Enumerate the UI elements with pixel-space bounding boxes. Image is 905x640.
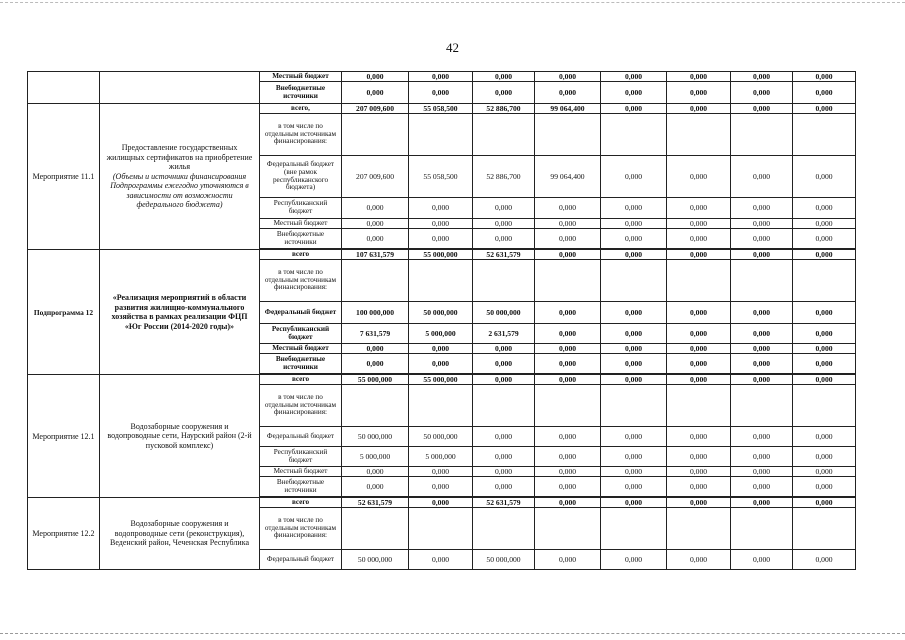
table-row [28, 498, 856, 508]
source-label: Местный бюджет [260, 344, 342, 354]
item-name-note: (Объемы и источники финансирования Подпрограммы ежегодно уточняются в зависимости от возможности федерального бюджета) [110, 171, 249, 210]
value-cell: 99 064,400 [535, 104, 601, 114]
value-cell: 0,000 [793, 447, 856, 467]
value-cell: 0,000 [793, 229, 856, 249]
value-cell: 55 000,000 [409, 250, 473, 260]
value-cell: 0,000 [731, 324, 793, 344]
value-cell: 0,000 [793, 375, 856, 385]
table-row [28, 104, 856, 114]
item-name-cell: Водозаборные сооружения и водопроводные сети (реконструкция), Веденский район, Чеченская Республика [100, 498, 260, 570]
value-cell: 0,000 [601, 198, 667, 219]
value-cell: 0,000 [409, 467, 473, 477]
source-label: в том числе по отдельным источникам финансирования: [260, 114, 342, 156]
value-cell: 0,000 [793, 344, 856, 354]
table-row [28, 375, 856, 385]
value-cell: 0,000 [601, 344, 667, 354]
value-cell: 0,000 [473, 477, 535, 497]
value-cell: 0,000 [535, 354, 601, 374]
value-cell: 5 000,000 [409, 324, 473, 344]
source-label: Федеральный бюджет [260, 550, 342, 570]
value-cell: 2 631,579 [473, 324, 535, 344]
item-type-cell: Мероприятие 12.2 [28, 498, 100, 570]
value-cell: 0,000 [667, 427, 731, 447]
value-cell: 0,000 [473, 229, 535, 249]
value-cell: 0,000 [667, 447, 731, 467]
value-cell: 52 886,700 [473, 156, 535, 198]
value-cell: 0,000 [535, 477, 601, 497]
value-cell: 0,000 [409, 82, 473, 104]
subprogram-type-cell: Подпрограмма 12 [28, 250, 100, 375]
value-cell: 0,000 [409, 219, 473, 229]
value-cell: 50 000,000 [473, 302, 535, 324]
value-cell: 0,000 [793, 250, 856, 260]
value-cell: 0,000 [535, 550, 601, 570]
value-cell: 0,000 [731, 550, 793, 570]
value-cell: 0,000 [601, 447, 667, 467]
value-cell: 52 631,579 [473, 250, 535, 260]
value-cell: 52 631,579 [342, 498, 409, 508]
value-cell: 0,000 [793, 302, 856, 324]
value-cell: 0,000 [731, 250, 793, 260]
value-cell: 0,000 [793, 72, 856, 82]
value-cell: 0,000 [601, 250, 667, 260]
value-cell: 0,000 [731, 498, 793, 508]
subprogram-name-cell: «Реализация мероприятий в области развития жилищно-коммунального хозяйства в рамках реализации ФЦП «Юг России (2014-2020 годы)» [100, 250, 260, 375]
value-cell: 0,000 [342, 198, 409, 219]
value-cell: 0,000 [731, 447, 793, 467]
value-cell: 0,000 [731, 82, 793, 104]
value-cell: 50 000,000 [409, 302, 473, 324]
value-cell: 0,000 [667, 344, 731, 354]
value-cell: 0,000 [601, 550, 667, 570]
budget-table-container [27, 71, 855, 570]
value-cell: 0,000 [667, 302, 731, 324]
value-cell: 0,000 [667, 72, 731, 82]
value-cell: 0,000 [731, 427, 793, 447]
value-cell: 0,000 [793, 467, 856, 477]
value-cell: 0,000 [793, 498, 856, 508]
item-type-cell: Мероприятие 12.1 [28, 375, 100, 498]
value-cell: 0,000 [601, 156, 667, 198]
value-cell: 0,000 [731, 229, 793, 249]
value-cell: 0,000 [601, 104, 667, 114]
value-cell: 0,000 [731, 467, 793, 477]
value-cell: 100 000,000 [342, 302, 409, 324]
value-cell: 0,000 [473, 467, 535, 477]
value-cell: 0,000 [667, 324, 731, 344]
value-cell: 0,000 [667, 156, 731, 198]
value-cell: 107 631,579 [342, 250, 409, 260]
value-cell: 0,000 [731, 104, 793, 114]
value-cell: 0,000 [793, 477, 856, 497]
value-cell: 0,000 [535, 467, 601, 477]
source-label: Республиканский бюджет [260, 324, 342, 344]
table-row [28, 72, 856, 82]
value-cell: 0,000 [473, 219, 535, 229]
value-cell: 52 886,700 [473, 104, 535, 114]
value-cell: 0,000 [731, 219, 793, 229]
value-cell: 50 000,000 [342, 427, 409, 447]
value-cell: 0,000 [731, 375, 793, 385]
value-cell: 0,000 [793, 82, 856, 104]
value-cell: 0,000 [601, 375, 667, 385]
source-label: всего, [260, 104, 342, 114]
value-cell: 207 009,600 [342, 104, 409, 114]
source-label: в том числе по отдельным источникам финансирования: [260, 260, 342, 302]
source-label: Республиканский бюджет [260, 198, 342, 219]
value-cell: 0,000 [535, 375, 601, 385]
source-label: Внебюджетные источники [260, 82, 342, 104]
value-cell: 0,000 [535, 82, 601, 104]
value-cell: 0,000 [535, 250, 601, 260]
value-cell: 52 631,579 [473, 498, 535, 508]
source-label: Внебюджетные источники [260, 477, 342, 497]
value-cell: 0,000 [731, 477, 793, 497]
value-cell: 0,000 [473, 354, 535, 374]
value-cell: 0,000 [601, 427, 667, 447]
value-cell: 0,000 [409, 498, 473, 508]
source-label: Местный бюджет [260, 72, 342, 82]
source-label: Республиканский бюджет [260, 447, 342, 467]
value-cell: 99 064,400 [535, 156, 601, 198]
item-type-cell: Мероприятие 11.1 [28, 104, 100, 250]
value-cell: 0,000 [473, 72, 535, 82]
value-cell: 0,000 [535, 219, 601, 229]
value-cell: 0,000 [601, 229, 667, 249]
value-cell: 50 000,000 [342, 550, 409, 570]
value-cell: 0,000 [667, 354, 731, 374]
value-cell: 0,000 [731, 354, 793, 374]
value-cell: 5 000,000 [342, 447, 409, 467]
value-cell: 0,000 [793, 104, 856, 114]
value-cell: 0,000 [667, 498, 731, 508]
source-label: Федеральный бюджет (вне рамок республиканского бюджета) [260, 156, 342, 198]
source-label: Федеральный бюджет [260, 302, 342, 324]
scan-bottom-edge [0, 633, 905, 634]
item-name-cell [100, 104, 260, 250]
value-cell: 0,000 [535, 198, 601, 219]
value-cell: 0,000 [535, 498, 601, 508]
table-row [28, 250, 856, 260]
value-cell: 0,000 [731, 72, 793, 82]
value-cell: 55 000,000 [409, 375, 473, 385]
value-cell: 0,000 [601, 477, 667, 497]
value-cell: 55 058,500 [409, 104, 473, 114]
value-cell: 0,000 [409, 72, 473, 82]
value-cell: 0,000 [667, 198, 731, 219]
source-label: всего [260, 375, 342, 385]
value-cell: 0,000 [535, 427, 601, 447]
value-cell: 0,000 [667, 550, 731, 570]
value-cell: 0,000 [793, 550, 856, 570]
name-cell-empty [100, 72, 260, 104]
value-cell: 0,000 [342, 477, 409, 497]
source-label: Внебюджетные источники [260, 354, 342, 374]
value-cell: 0,000 [731, 344, 793, 354]
value-cell: 0,000 [731, 198, 793, 219]
value-cell: 0,000 [342, 82, 409, 104]
source-label: Внебюджетные источники [260, 229, 342, 249]
source-label: в том числе по отдельным источникам финансирования: [260, 508, 342, 550]
source-label: всего [260, 250, 342, 260]
value-cell: 0,000 [535, 72, 601, 82]
value-cell: 55 058,500 [409, 156, 473, 198]
value-cell: 0,000 [473, 427, 535, 447]
value-cell: 0,000 [667, 229, 731, 249]
value-cell: 0,000 [793, 354, 856, 374]
value-cell: 0,000 [667, 467, 731, 477]
value-cell: 0,000 [601, 302, 667, 324]
value-cell: 5 000,000 [409, 447, 473, 467]
value-cell: 0,000 [342, 219, 409, 229]
value-cell: 0,000 [667, 82, 731, 104]
value-cell: 50 000,000 [473, 550, 535, 570]
value-cell: 0,000 [535, 229, 601, 249]
value-cell: 0,000 [793, 198, 856, 219]
value-cell: 0,000 [473, 375, 535, 385]
value-cell: 55 000,000 [342, 375, 409, 385]
budget-table [27, 71, 856, 570]
value-cell: 0,000 [342, 467, 409, 477]
value-cell: 0,000 [667, 250, 731, 260]
value-cell: 0,000 [601, 324, 667, 344]
value-cell: 0,000 [473, 344, 535, 354]
value-cell: 0,000 [409, 198, 473, 219]
value-cell: 0,000 [601, 219, 667, 229]
value-cell: 0,000 [535, 344, 601, 354]
scan-top-edge [0, 2, 905, 3]
source-label: в том числе по отдельным источникам финансирования: [260, 385, 342, 427]
value-cell: 0,000 [667, 477, 731, 497]
value-cell: 0,000 [601, 467, 667, 477]
value-cell: 0,000 [601, 498, 667, 508]
source-label: Федеральный бюджет [260, 427, 342, 447]
value-cell: 0,000 [793, 219, 856, 229]
value-cell: 0,000 [473, 447, 535, 467]
type-cell-empty [28, 72, 100, 104]
value-cell: 0,000 [409, 550, 473, 570]
source-label: Местный бюджет [260, 219, 342, 229]
value-cell: 0,000 [667, 375, 731, 385]
page-number: 42 [446, 40, 459, 55]
value-cell: 0,000 [731, 156, 793, 198]
value-cell: 0,000 [667, 219, 731, 229]
value-cell: 0,000 [793, 427, 856, 447]
value-cell: 0,000 [601, 82, 667, 104]
value-cell: 0,000 [409, 229, 473, 249]
value-cell: 0,000 [342, 229, 409, 249]
source-label: всего [260, 498, 342, 508]
value-cell: 0,000 [793, 324, 856, 344]
value-cell: 0,000 [409, 354, 473, 374]
item-name: Предоставление государственных жилищных сертификатов на приобретение жилья [106, 143, 253, 172]
value-cell: 0,000 [535, 324, 601, 344]
item-name-cell: Водозаборные сооружения и водопроводные сети, Наурский район (2-й пусковой комплекс) [100, 375, 260, 498]
value-cell: 0,000 [535, 447, 601, 467]
value-cell: 0,000 [409, 344, 473, 354]
value-cell: 0,000 [793, 156, 856, 198]
value-cell: 50 000,000 [409, 427, 473, 447]
source-label: Местный бюджет [260, 467, 342, 477]
value-cell: 207 009,600 [342, 156, 409, 198]
value-cell: 0,000 [667, 104, 731, 114]
value-cell: 0,000 [473, 198, 535, 219]
value-cell: 0,000 [731, 302, 793, 324]
value-cell: 0,000 [601, 354, 667, 374]
value-cell: 0,000 [409, 477, 473, 497]
value-cell: 7 631,579 [342, 324, 409, 344]
value-cell: 0,000 [601, 72, 667, 82]
value-cell: 0,000 [535, 302, 601, 324]
value-cell: 0,000 [473, 82, 535, 104]
value-cell: 0,000 [342, 344, 409, 354]
value-cell: 0,000 [342, 354, 409, 374]
value-cell: 0,000 [342, 72, 409, 82]
